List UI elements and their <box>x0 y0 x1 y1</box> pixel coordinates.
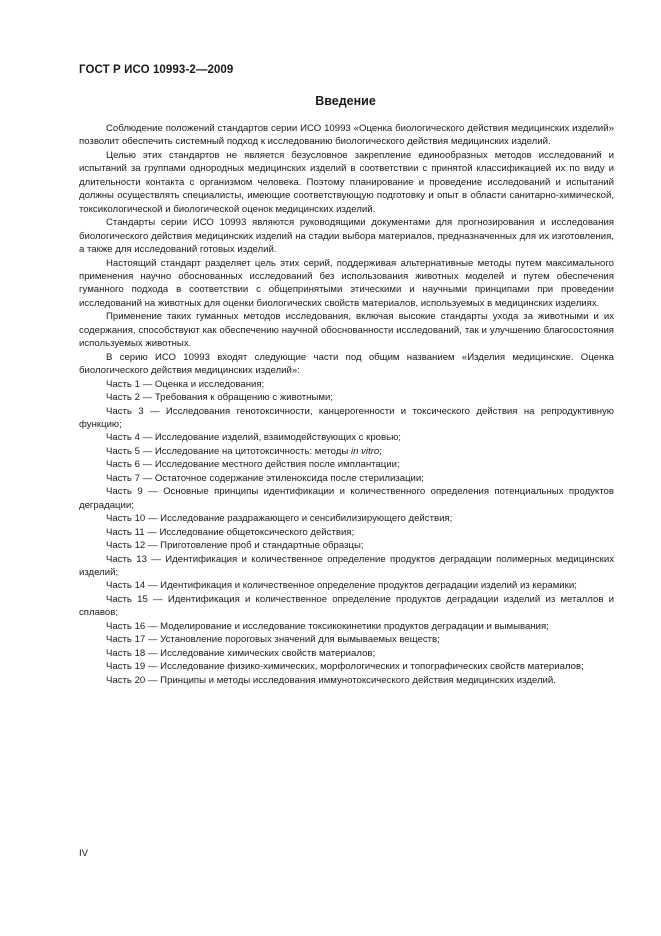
part-item: Часть 18 — Исследование химических свойств материалов; <box>106 647 376 659</box>
part-item: Часть 6 — Исследование местного действия после имплантации; <box>106 459 400 471</box>
paragraph: В серию ИСО 10993 входят следующие части под общим названием «Изделия медицинские. Оценка биологического действия медицинских изделий»: <box>79 351 614 377</box>
document-header: ГОСТ Р ИСО 10993-2—2009 <box>79 64 234 76</box>
section-title: Введение <box>315 94 376 108</box>
part-5-italic: in vitro <box>350 445 380 457</box>
part-item: Часть 3 — Исследования генотоксичности, канцерогенности и токсического действия на репродуктивную функцию; <box>79 405 614 430</box>
paragraph: Соблюдение положений стандартов серии ИСО 10993 «Оценка биологического действия медицинских изделий» позволит обеспечить системный подход к исследованию биологического действия медицинских изделий. <box>79 123 614 148</box>
part-item: Часть 19 — Исследование физико-химических, морфологических и топографических свойств материалов; <box>106 661 584 673</box>
part-item: Часть 10 — Исследование раздражающего и сенсибилизирующего действия; <box>106 513 453 525</box>
part-item: Часть 11 — Исследование общетоксического действия; <box>106 526 355 538</box>
paragraph: Стандарты серии ИСО 10993 являются руководящими документами для прогнозирования и исследования биологического действия медицинских изделий на стадии выбора материалов, предназначенных для их изготовления, а также для исследований готовых изделий. <box>79 217 614 256</box>
part-5-suffix: ; <box>379 445 382 457</box>
part-item: Часть 4 — Исследование изделий, взаимодействующих с кровью; <box>106 432 401 444</box>
document-body <box>79 122 614 687</box>
part-item: Часть 9 — Основные принципы идентификации и количественного определения потенциальных продуктов деградации; <box>79 486 614 511</box>
part-item: Часть 13 — Идентификация и количественное определение продуктов деградации полимерных медицинских изделий; <box>79 553 614 578</box>
part-item: Часть 20 — Принципы и методы исследования иммунотоксического действия медицинских изделий. <box>106 674 556 686</box>
paragraph: Целью этих стандартов не является безусловное закрепление единообразных методов исследований и испытаний за группами однородных медицинских изделий в соответствии с принятой классификацией их по виду и длительности контакта с организмом человека. Поэтому планирование и проведение исследований и испытаний должны осуществлять специалисты, имеющие соответствующую подготовку и опыт в области санитарно-химической, токсикологической и биологической оценок медицинских изделий. <box>79 149 614 215</box>
part-item: Часть 7 — Остаточное содержание этиленоксида после стерилизации; <box>106 472 424 484</box>
paragraph: Настоящий стандарт разделяет цель этих серий, поддерживая альтернативные методы путем максимального применения научно обоснованных исследований без использования животных моделей и путем обеспечения гуманного подхода в соответствии с общепринятыми этическими и научными принципами при проведении исследований на животных для оценки биологических свойств материалов, используемых в медицинских изделиях. <box>79 257 614 309</box>
part-item-5 <box>79 445 614 458</box>
part-5-prefix: Часть 5 — Исследование на цитотоксичность: методы <box>106 445 351 457</box>
page-number: IV <box>79 848 89 859</box>
part-item: Часть 15 — Идентификация и количественное определение продуктов деградации изделий из металлов и сплавов; <box>79 593 614 619</box>
part-item: Часть 16 — Моделирование и исследование токсикокинетики продуктов деградации и вымывания; <box>106 620 549 632</box>
part-item: Часть 14 — Идентификация и количественное определение продуктов деградации изделий из керамики; <box>106 580 577 592</box>
part-item: Часть 1 — Оценка и исследования; <box>106 378 265 390</box>
paragraph: Применение таких гуманных методов исследования, включая высокие стандарты ухода за животными и их содержания, способствуют как обеспечению научной обоснованности исследований, так и улучшению благосостояния используемых животных. <box>79 311 614 350</box>
part-item: Часть 2 — Требования к обращению с животными; <box>106 392 333 404</box>
part-item: Часть 12 — Приготовление проб и стандартные образцы; <box>106 540 364 552</box>
part-item: Часть 17 — Установление пороговых значений для вымываемых веществ; <box>106 634 440 646</box>
